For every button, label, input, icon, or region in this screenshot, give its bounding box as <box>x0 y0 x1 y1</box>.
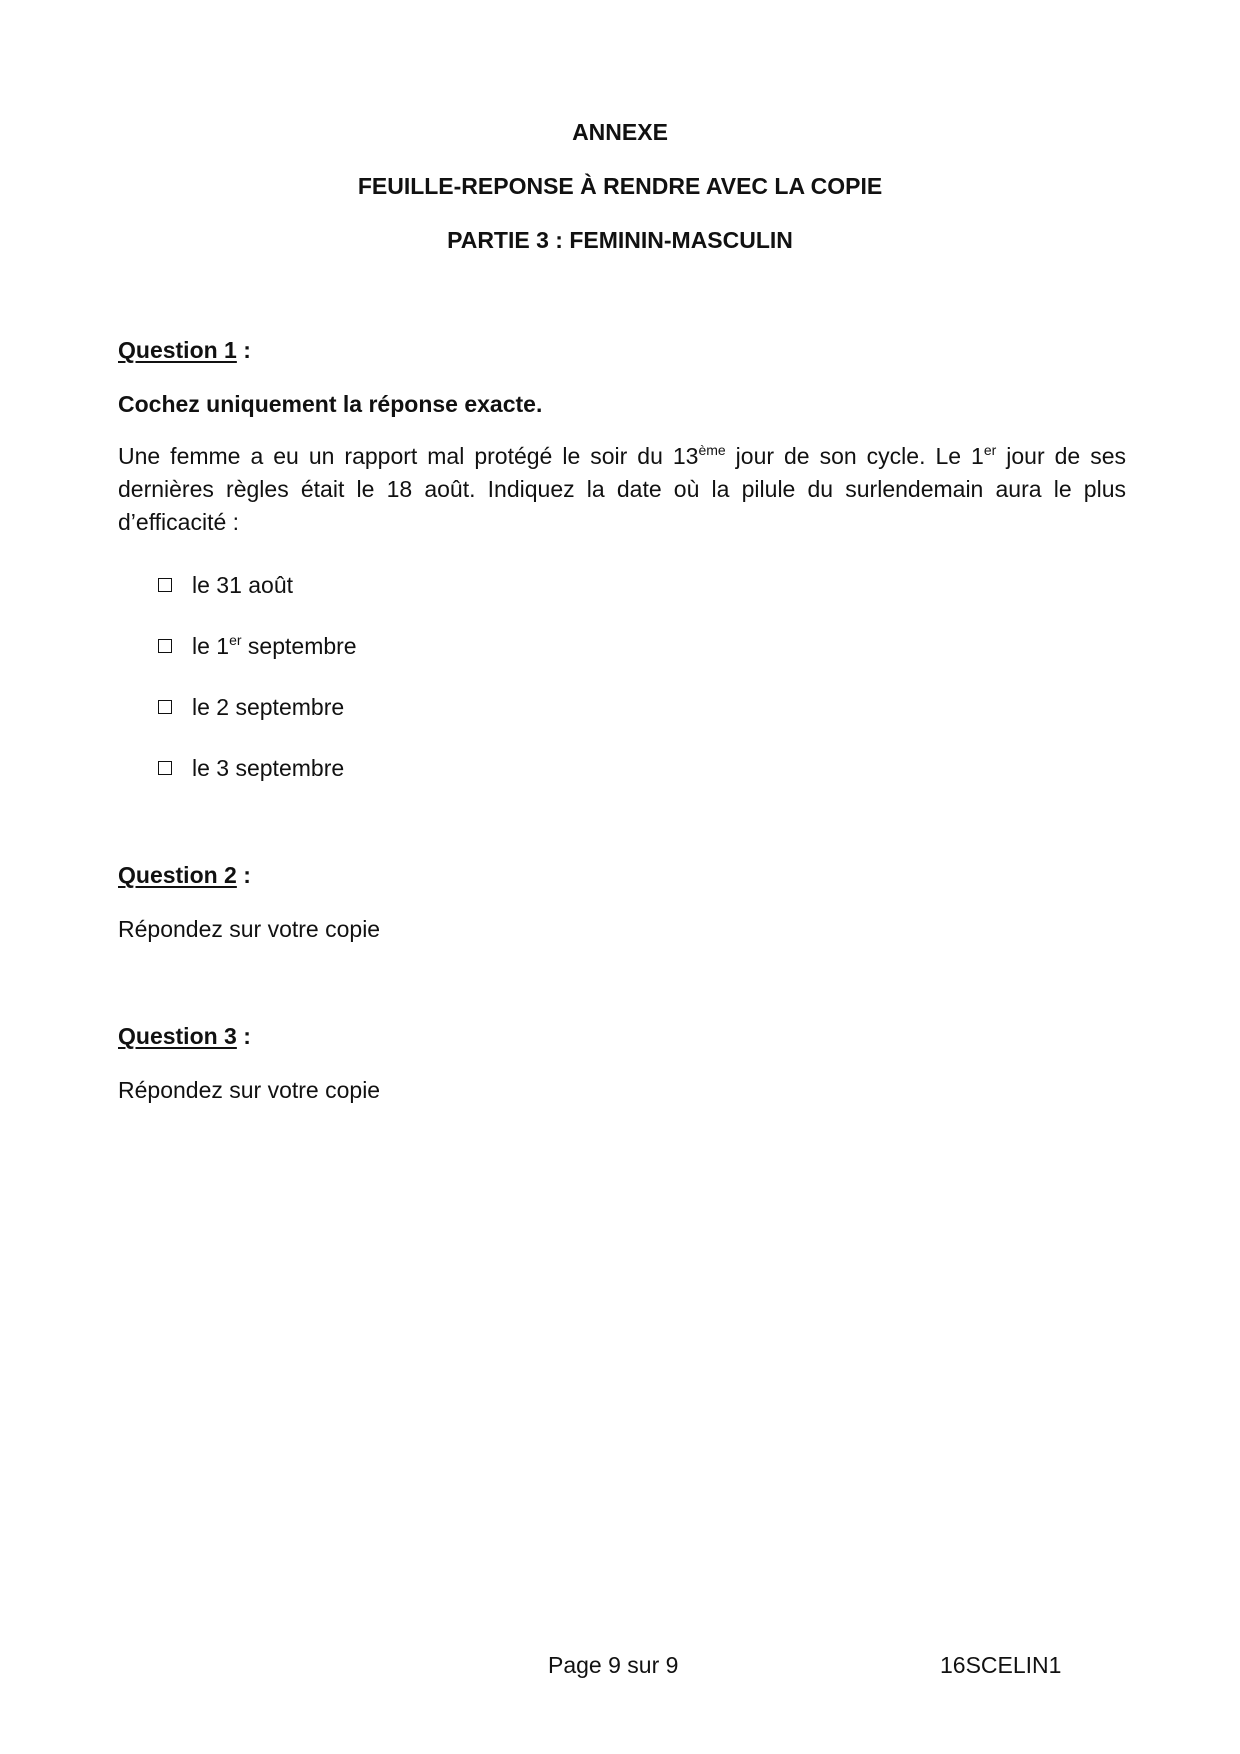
question-3-label: Question 3 <box>118 1023 237 1049</box>
document-code: 16SCELIN1 <box>940 1652 1062 1678</box>
option-label: le 31 août <box>192 572 294 598</box>
question-1-text-sup1: ème <box>698 442 726 458</box>
option-3-septembre[interactable] <box>158 754 344 782</box>
option-1er-septembre[interactable] <box>158 632 357 660</box>
question-1-text-part1: Une femme a eu un rapport mal protégé le soir du 13 <box>118 443 699 469</box>
option-label: le 2 septembre <box>192 694 345 720</box>
page-number: Page 9 sur 9 <box>548 1652 679 1678</box>
option-label-pre: le 1 <box>192 633 230 659</box>
question-2-heading <box>118 861 251 889</box>
option-label-post: septembre <box>241 633 357 659</box>
question-1-text-part2: jour de son cycle. Le 1 <box>725 443 984 469</box>
question-1-text-sup2: er <box>983 442 997 458</box>
question-1-heading <box>118 336 251 364</box>
option-label: le 3 septembre <box>192 755 345 781</box>
question-3-text: Répondez sur votre copie <box>118 1077 381 1103</box>
checkbox-icon[interactable] <box>158 761 172 775</box>
question-2-label: Question 2 <box>118 862 237 888</box>
question-1-text <box>118 440 1126 539</box>
question-3-heading <box>118 1022 251 1050</box>
option-31-aout[interactable] <box>158 571 293 599</box>
question-1-colon: : <box>236 337 251 363</box>
question-3-colon: : <box>236 1023 251 1049</box>
option-2-septembre[interactable] <box>158 693 344 721</box>
question-2-colon: : <box>236 862 251 888</box>
question-2-text: Répondez sur votre copie <box>118 916 381 942</box>
checkbox-icon[interactable] <box>158 639 172 653</box>
question-1-instruction: Cochez uniquement la réponse exacte. <box>118 391 543 417</box>
option-label-sup: er <box>229 632 242 648</box>
option-label <box>192 632 357 660</box>
checkbox-icon[interactable] <box>158 700 172 714</box>
part-title: PARTIE 3 : FEMININ-MASCULIN <box>447 227 793 253</box>
sheet-title: FEUILLE-REPONSE À RENDRE AVEC LA COPIE <box>357 173 883 199</box>
annex-title: ANNEXE <box>572 119 668 145</box>
checkbox-icon[interactable] <box>158 578 172 592</box>
question-1-text-part3: jour de ses dernières règles était le 18 août. Indiquez la date où la pilule du surlendemain aura le plus d’efficacité : <box>118 443 1126 535</box>
question-1-label: Question 1 <box>118 337 237 363</box>
